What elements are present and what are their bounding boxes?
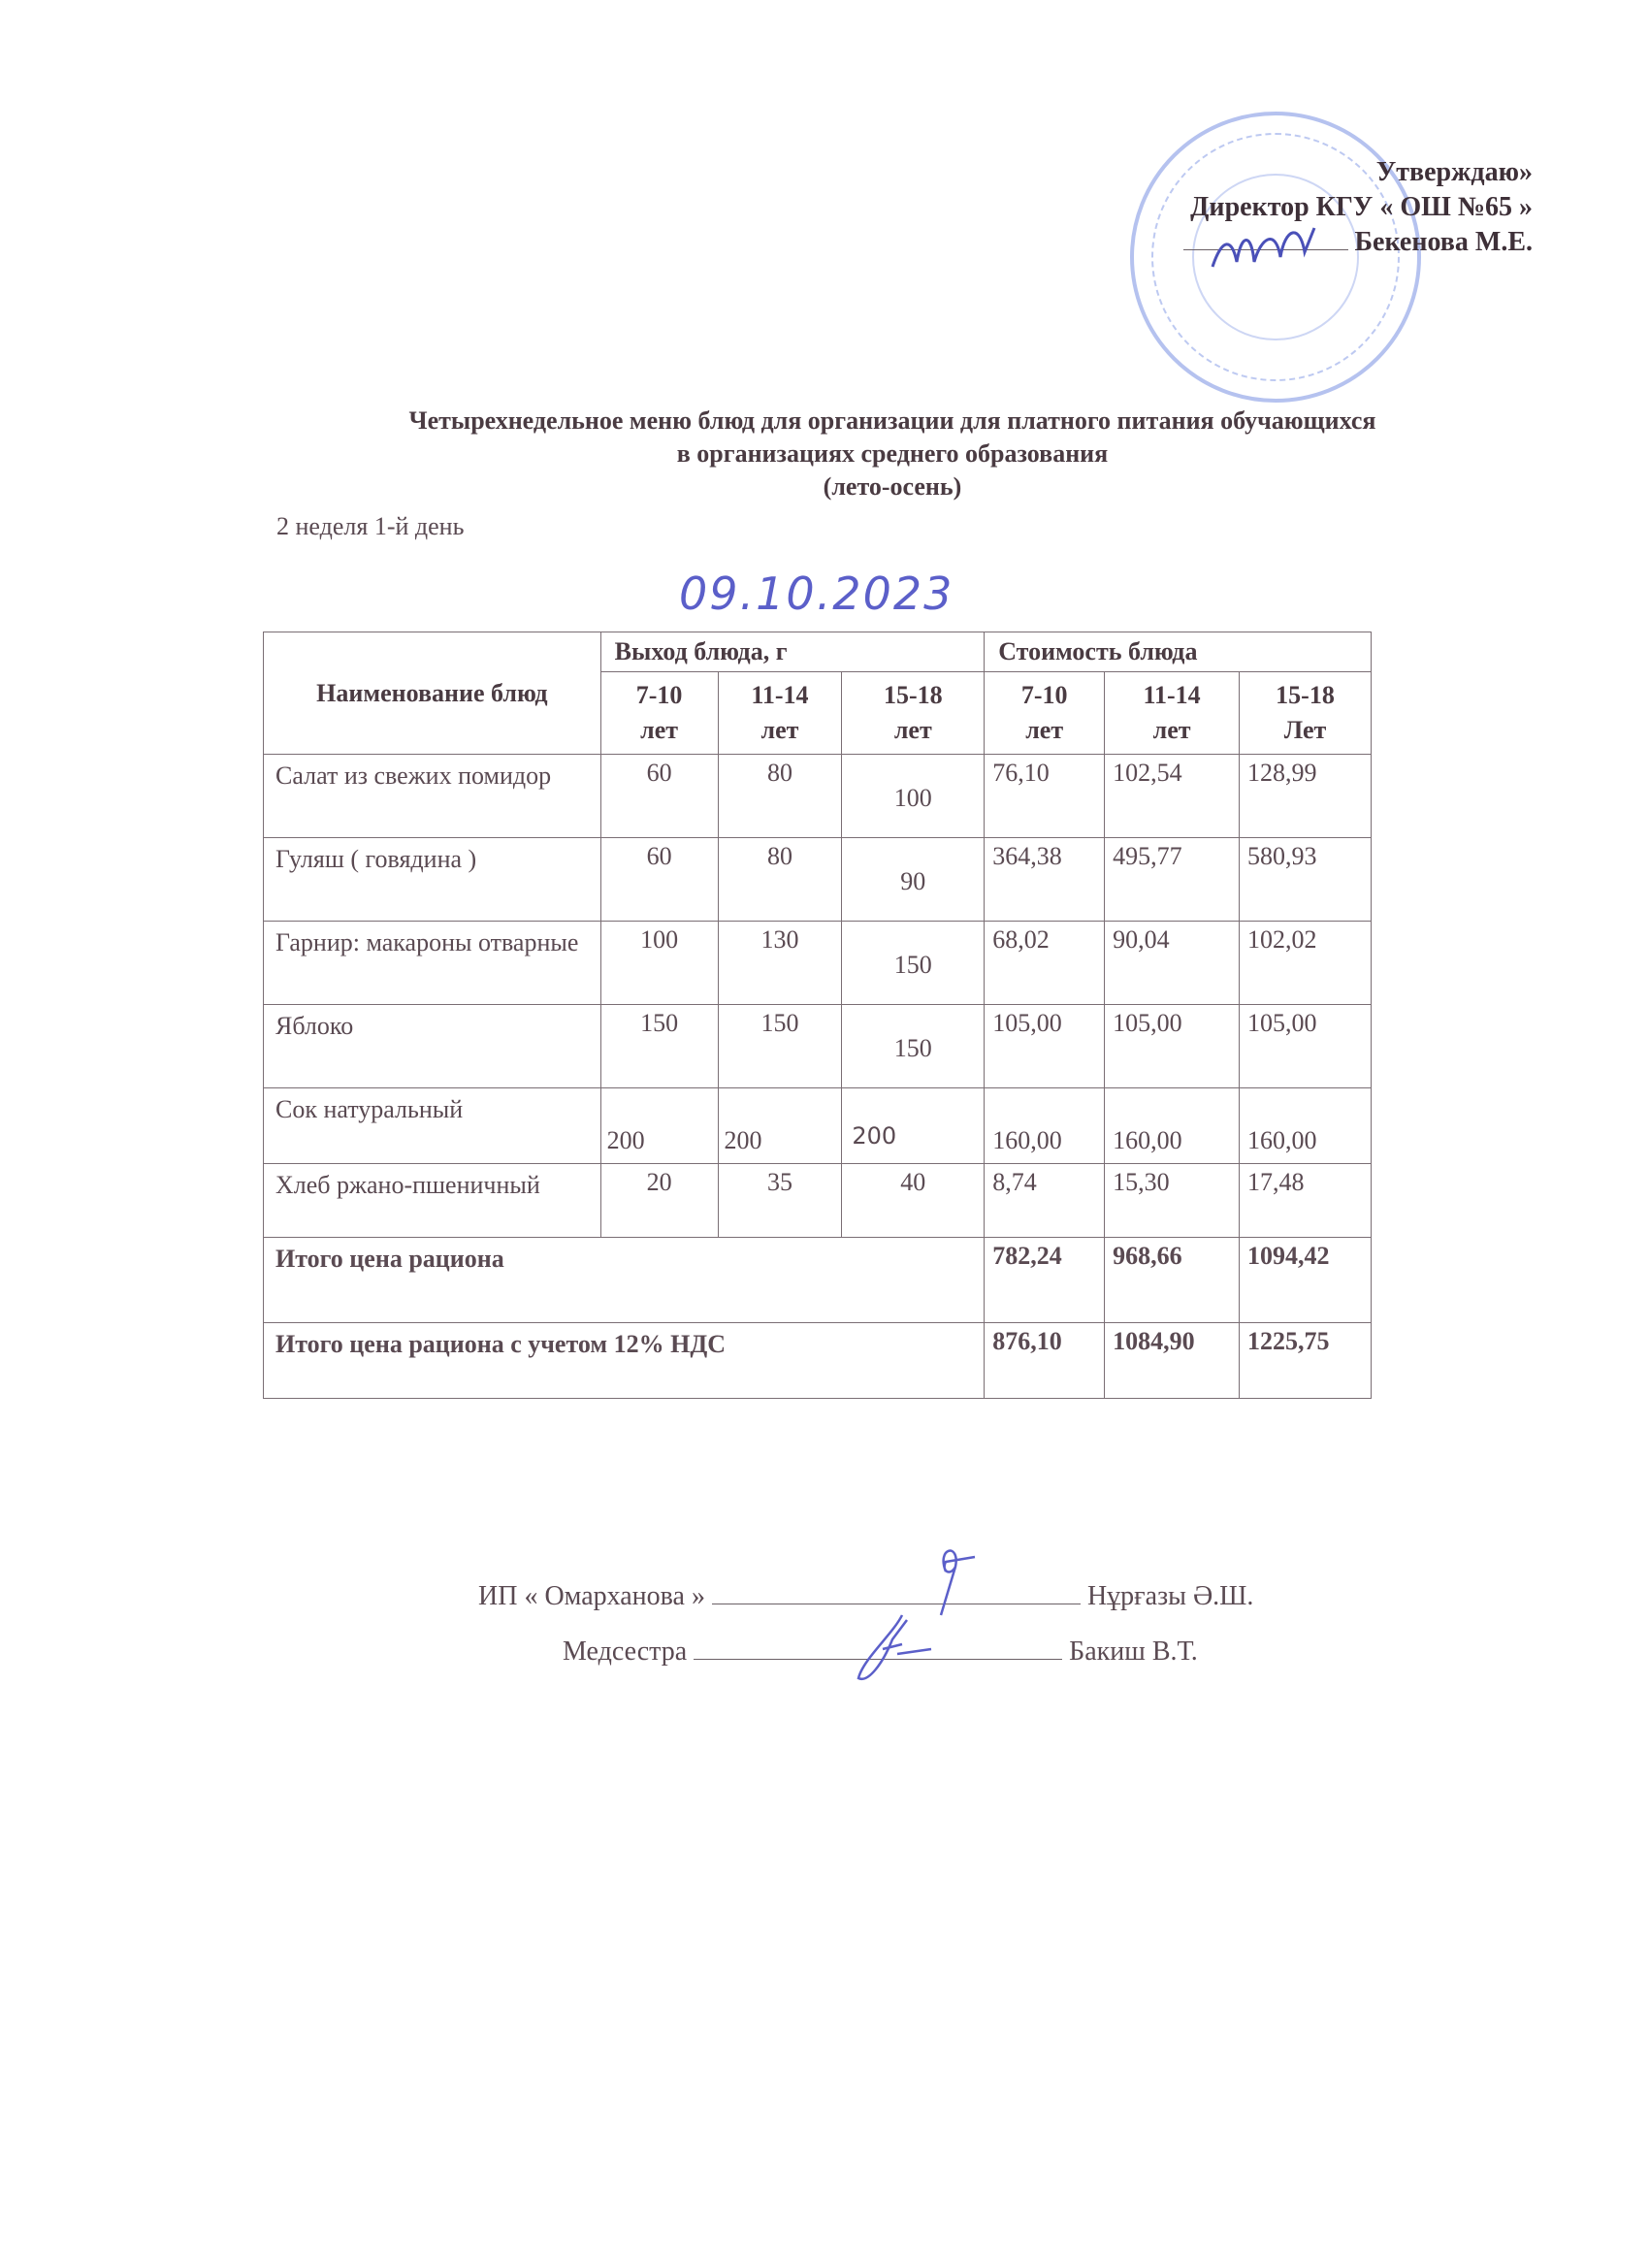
- dish-name: Салат из свежих помидор: [264, 755, 601, 838]
- cost-7-10: 8,74: [985, 1164, 1105, 1238]
- dish-name: Яблоко: [264, 1005, 601, 1088]
- cost-7-10: 160,00: [985, 1088, 1105, 1164]
- handwritten-date: 09.10.2023: [679, 567, 954, 620]
- document-title-line2: в организациях среднего образования: [676, 439, 1109, 468]
- cost-11-14: 102,54: [1105, 755, 1240, 838]
- header-age: 15-18 лет: [842, 672, 985, 755]
- yield-11-14: 35: [718, 1164, 842, 1238]
- header-yield-group: Выход блюда, г: [600, 632, 985, 672]
- yield-15-18: 90: [842, 838, 985, 922]
- total-vat-cost-7-10: 876,10: [985, 1323, 1105, 1399]
- nurse-signature-icon: [854, 1610, 941, 1688]
- cost-7-10: 68,02: [985, 922, 1105, 1005]
- director-signature-icon: [1208, 218, 1324, 276]
- supplier-signature-icon: [917, 1542, 994, 1620]
- yield-11-14: 200: [718, 1088, 842, 1164]
- approval-title: Утверждаю»: [1375, 157, 1533, 187]
- table-row: [264, 922, 1372, 1005]
- header-age: 7-10 лет: [600, 672, 718, 755]
- table-header-row-1: [264, 632, 1372, 672]
- yield-7-10: 60: [600, 838, 718, 922]
- document-title-line3: (лето-осень): [823, 472, 962, 501]
- yield-11-14: 150: [718, 1005, 842, 1088]
- total-cost-7-10: 782,24: [985, 1238, 1105, 1323]
- cost-15-18: 128,99: [1240, 755, 1372, 838]
- nurse-role: Медсестра: [563, 1636, 688, 1667]
- yield-15-18: 40: [842, 1164, 985, 1238]
- header-cost-group: Стоимость блюда: [985, 632, 1372, 672]
- document-title-line1: Четырехнедельное меню блюд для организации для платного питания обучающихся: [408, 406, 1376, 435]
- table-row: [264, 1005, 1372, 1088]
- total-vat-cost-15-18: 1225,75: [1240, 1323, 1372, 1399]
- header-age: 7-10 лет: [985, 672, 1105, 755]
- yield-15-18: 150: [842, 1005, 985, 1088]
- yield-11-14: 80: [718, 838, 842, 922]
- director-name: Бекенова М.Е.: [1354, 227, 1533, 257]
- cost-7-10: 105,00: [985, 1005, 1105, 1088]
- cost-7-10: 76,10: [985, 755, 1105, 838]
- menu-table: [263, 632, 1372, 1399]
- table-row: [264, 838, 1372, 922]
- yield-15-18: 200: [842, 1088, 985, 1164]
- cost-15-18: 102,02: [1240, 922, 1372, 1005]
- yield-15-18: 100: [842, 755, 985, 838]
- dish-name: Гуляш ( говядина ): [264, 838, 601, 922]
- cost-15-18: 160,00: [1240, 1088, 1372, 1164]
- yield-7-10: 150: [600, 1005, 718, 1088]
- yield-11-14: 80: [718, 755, 842, 838]
- cost-11-14: 15,30: [1105, 1164, 1240, 1238]
- cost-7-10: 364,38: [985, 838, 1105, 922]
- cost-11-14: 105,00: [1105, 1005, 1240, 1088]
- yield-11-14: 130: [718, 922, 842, 1005]
- cost-15-18: 580,93: [1240, 838, 1372, 922]
- total-row: [264, 1238, 1372, 1323]
- yield-7-10: 200: [600, 1088, 718, 1164]
- week-day-label: 2 неделя 1-й день: [276, 512, 465, 540]
- table-row: [264, 755, 1372, 838]
- dish-name: Хлеб ржано-пшеничный: [264, 1164, 601, 1238]
- table-row: [264, 1088, 1372, 1164]
- yield-7-10: 100: [600, 922, 718, 1005]
- yield-7-10: 60: [600, 755, 718, 838]
- dish-name: Сок натуральный: [264, 1088, 601, 1164]
- total-vat-label: Итого цена рациона с учетом 12% НДС: [264, 1323, 985, 1399]
- header-age: 15-18 Лет: [1240, 672, 1372, 755]
- total-label: Итого цена рациона: [264, 1238, 985, 1323]
- header-age: 11-14 лет: [718, 672, 842, 755]
- cost-11-14: 495,77: [1105, 838, 1240, 922]
- total-cost-15-18: 1094,42: [1240, 1238, 1372, 1323]
- total-vat-row: [264, 1323, 1372, 1399]
- header-dish-name: Наименование блюд: [264, 632, 601, 755]
- yield-15-18: 150: [842, 922, 985, 1005]
- supplier-role: ИП « Омарханова »: [478, 1581, 705, 1611]
- cost-15-18: 105,00: [1240, 1005, 1372, 1088]
- cost-15-18: 17,48: [1240, 1164, 1372, 1238]
- supplier-name: Нұрғазы Ә.Ш.: [1086, 1581, 1254, 1611]
- cost-11-14: 90,04: [1105, 922, 1240, 1005]
- yield-7-10: 20: [600, 1164, 718, 1238]
- header-age: 11-14 лет: [1105, 672, 1240, 755]
- signature-row-supplier: [478, 1581, 1253, 1612]
- approval-director: Директор КГУ « ОШ №65 »: [1190, 192, 1533, 222]
- total-cost-11-14: 968,66: [1105, 1238, 1240, 1323]
- cost-11-14: 160,00: [1105, 1088, 1240, 1164]
- nurse-name: Бакиш В.Т.: [1069, 1636, 1198, 1667]
- dish-name: Гарнир: макароны отварные: [264, 922, 601, 1005]
- table-row: [264, 1164, 1372, 1238]
- total-vat-cost-11-14: 1084,90: [1105, 1323, 1240, 1399]
